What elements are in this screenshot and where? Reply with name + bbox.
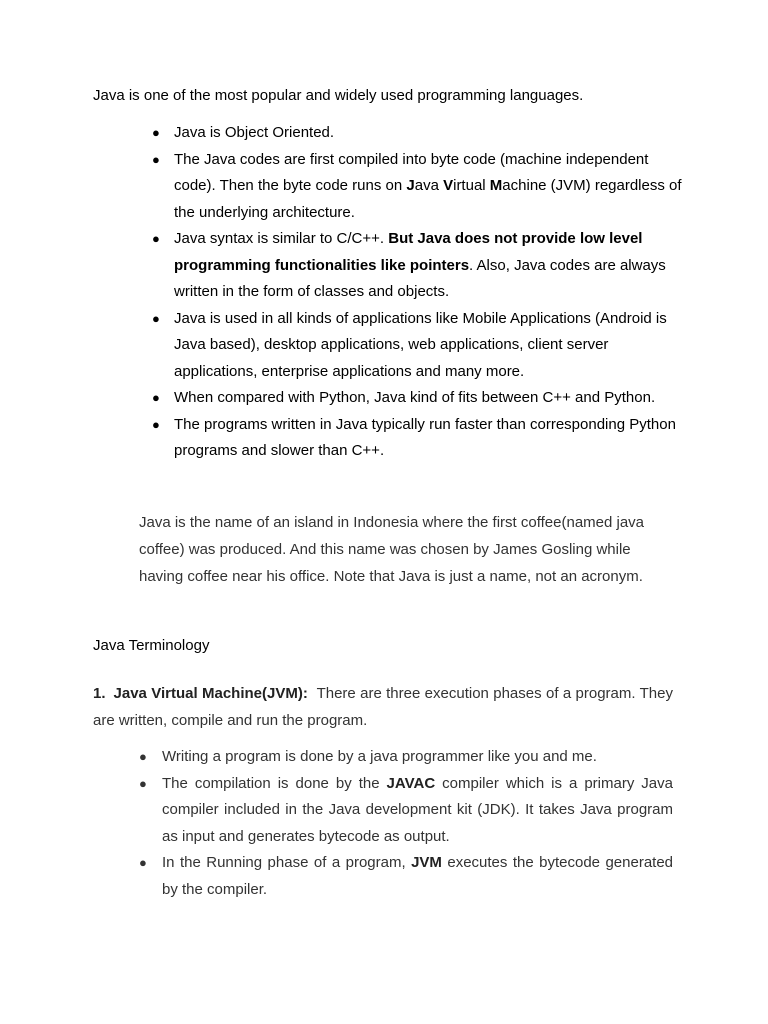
term-description: There are three execution phases of a program. They are written, compile and run the program. — [93, 685, 673, 729]
java-features-list — [152, 120, 684, 465]
list-item-text: When compared with Python, Java kind of fits between C++ and Python. — [174, 389, 656, 406]
bullet-icon: ● — [139, 749, 147, 764]
section-heading: Java Terminology — [93, 637, 210, 654]
bullet-icon: ● — [152, 231, 160, 246]
list-item-text: The Java codes are first compiled into byte code (machine independent code). Then the byte code runs on — [174, 150, 649, 194]
list-item — [139, 771, 673, 851]
list-item-text: In the Running phase of a program, — [162, 854, 412, 871]
list-item-text: Java is used in all kinds of applications like Mobile Applications (Android is Java based), desktop applications, web applications, client server applications, enterprise applications and many more. — [174, 309, 667, 380]
list-item — [152, 385, 684, 412]
bullet-icon: ● — [139, 855, 147, 870]
bullet-icon: ● — [139, 775, 147, 791]
bullet-icon: ● — [152, 310, 160, 326]
list-item-text: executes the bytecode generated by the compiler. — [162, 854, 674, 898]
bold-letter-v: V — [443, 177, 454, 194]
list-item — [152, 306, 684, 386]
intro-paragraph: Java is one of the most popular and widely used programming languages. — [93, 87, 584, 104]
list-item-text: Java syntax is similar to C/C++. — [174, 230, 389, 247]
list-item-text: . Also, Java codes are always written in the form of classes and objects. — [174, 256, 666, 300]
list-item — [152, 147, 684, 227]
term-label: Java Virtual Machine(JVM): — [113, 685, 308, 702]
list-item-text: The programs written in Java typically run faster than corresponding Python programs and slower than C++. — [174, 415, 676, 459]
java-name-note: Java is the name of an island in Indonesia where the first coffee(named java coffee) was produced. And this name was chosen by James Gosling while having coffee near his office. Note that Java is just a name, not an acronym. — [139, 514, 645, 585]
bold-letter-m: M — [489, 177, 503, 194]
item-number: 1. — [93, 685, 106, 702]
bullet-icon: ● — [152, 151, 160, 167]
list-item-text: Java is Object Oriented. — [174, 124, 335, 141]
list-item-text: ava — [414, 177, 444, 194]
list-item — [152, 226, 684, 306]
bullet-icon: ● — [152, 125, 160, 140]
execution-phases-list — [139, 744, 674, 903]
bold-emphasis: JAVAC — [386, 774, 436, 792]
list-item — [139, 744, 673, 771]
bullet-icon: ● — [152, 416, 160, 432]
list-item — [152, 120, 684, 147]
list-item-text: achine (JVM) regardless of the underlying architecture. — [174, 177, 682, 221]
list-item-text: compiler which is a primary Java compiler included in the Java development kit (JDK). It takes Java program as input and generates bytecode as output. — [162, 774, 673, 845]
list-item — [139, 850, 674, 903]
list-item-text: Writing a program is done by a java programmer like you and me. — [162, 748, 597, 765]
list-item-text: The compilation is done by the — [162, 774, 387, 792]
bold-emphasis: But Java does not provide low level programming functionalities like pointers — [174, 230, 643, 274]
list-item-text: irtual — [453, 177, 490, 194]
list-item — [152, 412, 684, 465]
bold-letter-j: J — [406, 177, 415, 194]
jvm-paragraph — [93, 680, 673, 734]
bold-emphasis: JVM — [411, 854, 442, 871]
bullet-icon: ● — [152, 390, 160, 405]
